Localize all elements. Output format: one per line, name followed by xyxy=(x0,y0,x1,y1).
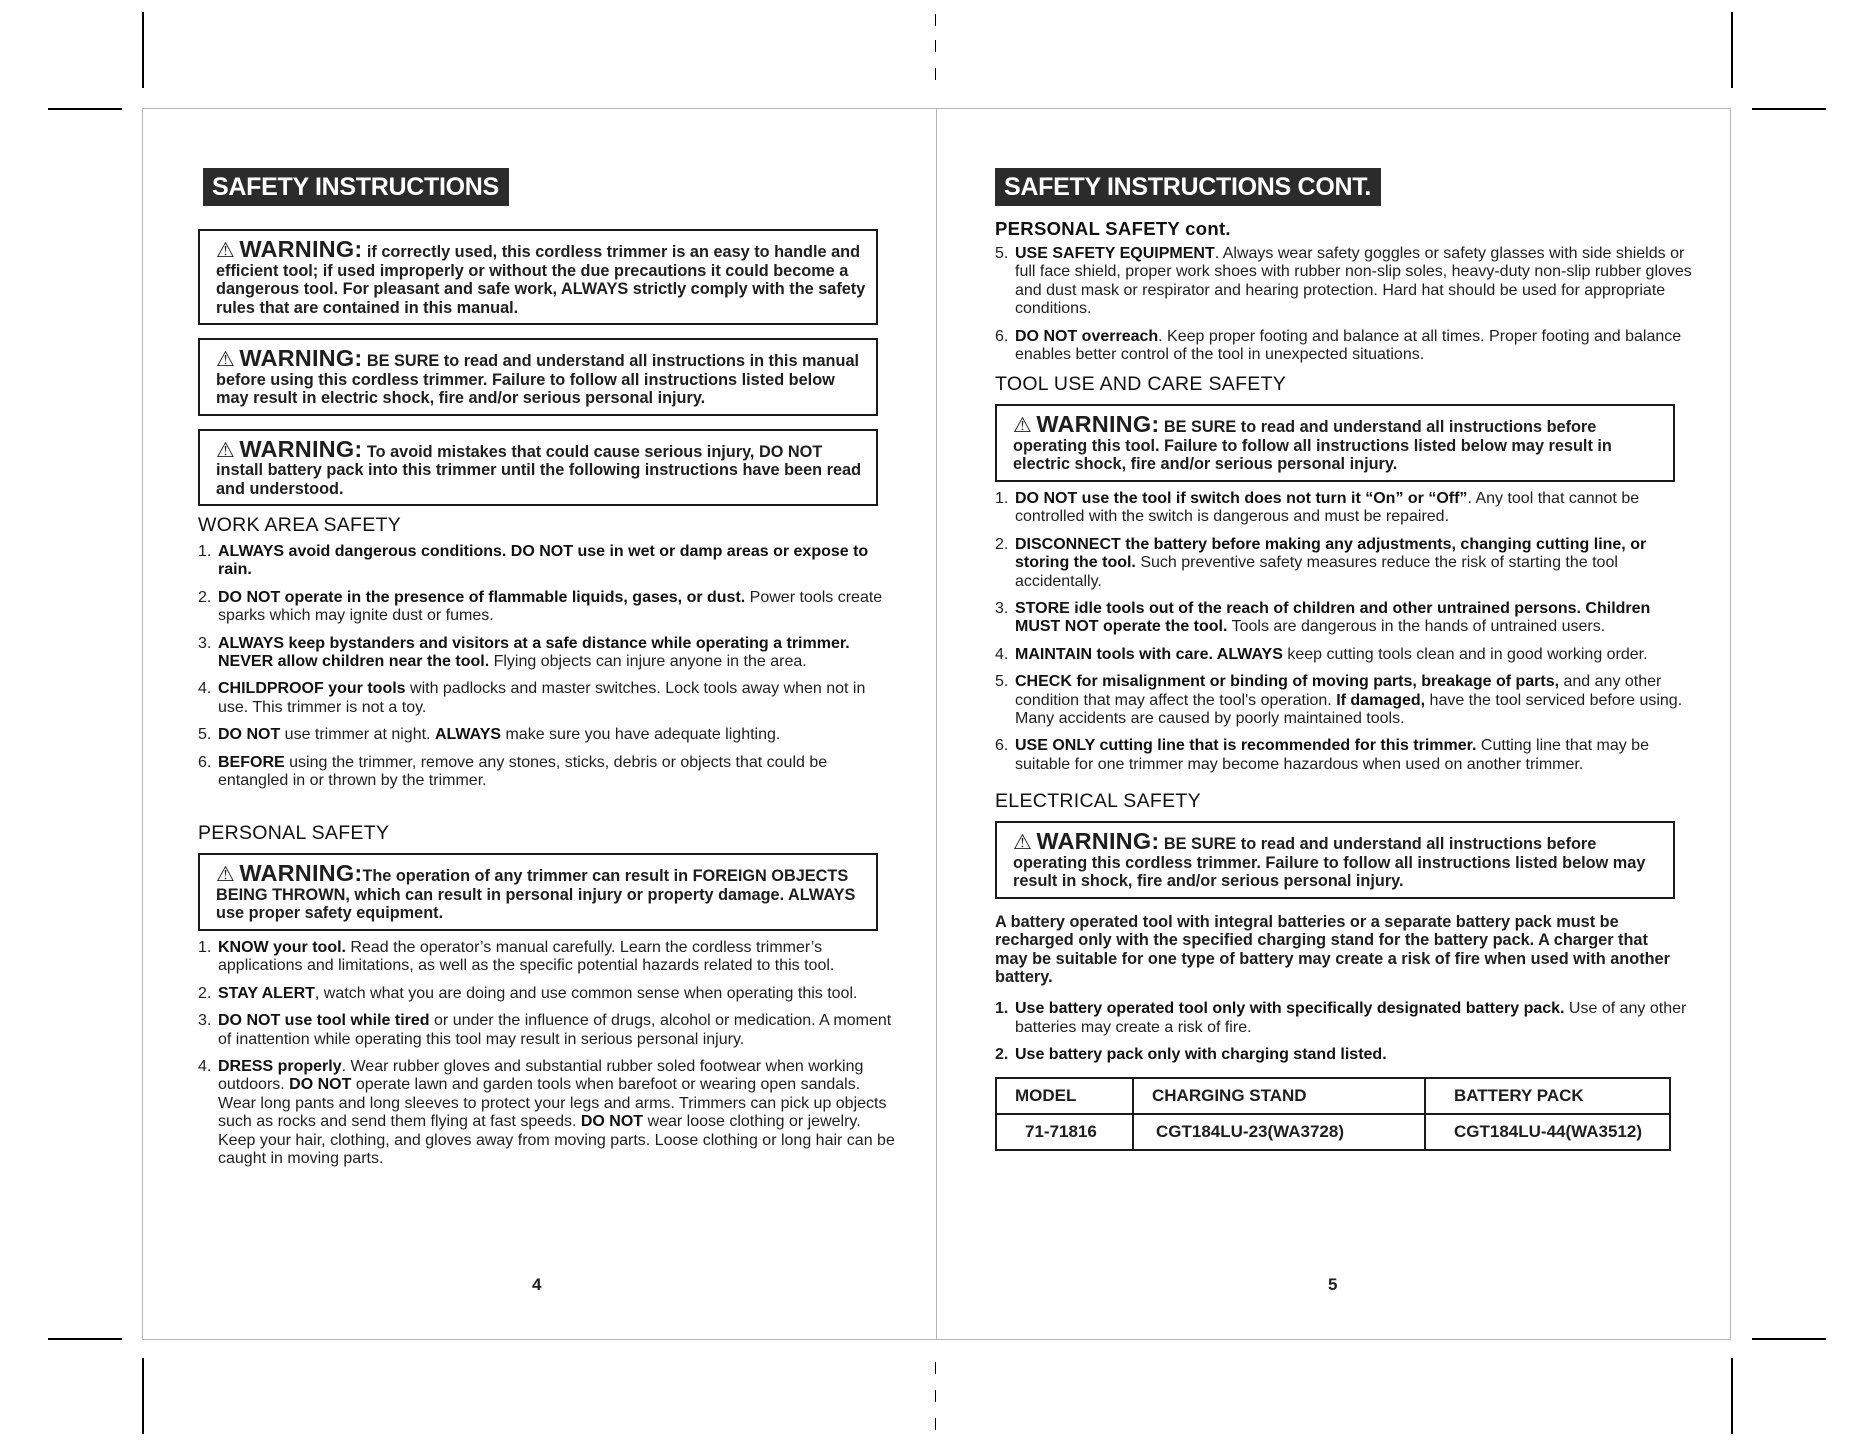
crop-mark xyxy=(1731,12,1733,88)
model-table xyxy=(995,1077,1671,1151)
table-header-row xyxy=(996,1078,1670,1114)
list-item: 1. DO NOT use the tool if switch does not turn it “On” or “Off”. Any tool that cannot be controlled with the switch is dangerous and must be repaired. xyxy=(995,489,1640,526)
list-item: 3. STORE idle tools out of the reach of children and other untrained persons. Children MUST NOT operate the tool. Tools are dangerous in the hands of untrained users. xyxy=(995,599,1651,636)
tool-use-list xyxy=(995,490,1695,774)
warning-triangle-icon: ⚠ xyxy=(216,348,235,371)
warning-label: WARNING: xyxy=(239,860,363,887)
fold-mark xyxy=(935,1418,936,1430)
right-page xyxy=(995,168,1695,1151)
warning-triangle-icon: ⚠ xyxy=(1013,414,1032,438)
crop-mark xyxy=(1731,1358,1733,1434)
section-heading: ELECTRICAL SAFETY xyxy=(995,790,1201,813)
fold-mark xyxy=(935,40,936,52)
warning-triangle-icon: ⚠ xyxy=(216,863,235,887)
warning-triangle-icon: ⚠ xyxy=(216,438,235,462)
fold-mark xyxy=(935,1390,936,1402)
warning-label: WARNING: xyxy=(239,435,363,462)
section-banner: SAFETY INSTRUCTIONS CONT. xyxy=(995,168,1381,206)
warning-box xyxy=(198,229,878,325)
warning-text: BE SURE to read and understand all instructions in this manual before using this cordless trimmer. Failure to follow all instructions listed below may result in electric shock, fire and/or serious personal injury. xyxy=(216,352,860,407)
list-item: 1. Use battery operated tool only with specifically designated battery pack. Use of any other batteries may create a risk of fire. xyxy=(995,1000,1687,1036)
crop-mark xyxy=(142,12,144,88)
list-item: 1. ALWAYS avoid dangerous conditions. DO NOT use in wet or damp areas or expose to rain. xyxy=(198,543,869,579)
list-item: 6. USE ONLY cutting line that is recommended for this trimmer. Cutting line that may be suitable for one trimmer may become hazardous when used on another trimmer. xyxy=(995,737,1649,773)
warning-text: BE SURE to read and understand all instructions before operating this tool. Failure to follow all instructions listed below may result in electric shock, fire and/or serious personal injury. xyxy=(1013,418,1612,474)
warning-label: WARNING: xyxy=(239,236,363,262)
crop-mark xyxy=(1752,1338,1826,1340)
warning-box xyxy=(995,404,1675,482)
table-header-cell: MODEL xyxy=(996,1078,1133,1114)
fold-mark xyxy=(935,1362,936,1374)
warning-text: The operation of any trimmer can result in FOREIGN OBJECTS BEING THROWN, which can result in personal injury or property damage. ALWAYS use proper safety equipment. xyxy=(216,867,856,923)
warning-triangle-icon: ⚠ xyxy=(216,239,235,262)
electrical-list xyxy=(995,1000,1695,1064)
warning-box xyxy=(198,853,878,931)
table-cell: CGT184LU-23(WA3728) xyxy=(1133,1114,1425,1150)
crop-mark xyxy=(1752,108,1826,110)
list-item: 6. BEFORE using the trimmer, remove any stones, sticks, debris or objects that could be entangled in or thrown by the trimmer. xyxy=(198,753,828,790)
list-item: 2. DO NOT operate in the presence of flammable liquids, gases, or dust. Power tools create sparks which may ignite dust or fumes. xyxy=(198,588,883,625)
warning-label: WARNING: xyxy=(1036,828,1160,855)
list-item: 3. DO NOT use tool while tired or under the influence of drugs, alcohol or medication. A moment of inattention while operating this tool may result in serious personal injury. xyxy=(198,1012,892,1048)
crop-mark xyxy=(48,108,122,110)
section-heading: PERSONAL SAFETY cont. xyxy=(995,218,1231,239)
personal-safety-cont-list xyxy=(995,245,1695,364)
warning-box xyxy=(198,429,878,507)
list-item: 2. DISCONNECT the battery before making any adjustments, changing cutting line, or storing the tool. Such preventive safety measures reduce the risk of starting the tool accidentally. xyxy=(995,535,1647,590)
crop-mark xyxy=(142,1358,144,1434)
personal-safety-list xyxy=(198,939,898,1168)
list-item: 3. ALWAYS keep bystanders and visitors at a safe distance while operating a trimmer. NEVER allow children near the tool. Flying objects can injure anyone in the area. xyxy=(198,634,850,671)
list-item: 1. KNOW your tool. Read the operator’s manual carefully. Learn the cordless trimmer’s applications and limitations, as well as the specific potential hazards related to this tool. xyxy=(198,938,835,975)
warning-box xyxy=(995,821,1675,899)
table-row xyxy=(996,1114,1670,1150)
page-number: 4 xyxy=(532,1275,542,1294)
list-item: 4. MAINTAIN tools with care. ALWAYS keep cutting tools clean and in good working order. xyxy=(995,645,1648,663)
list-item: 4. CHILDPROOF your tools with padlocks and master switches. Lock tools away when not in use. This trimmer is not a toy. xyxy=(198,680,866,716)
page-number: 5 xyxy=(1328,1275,1338,1294)
section-heading: PERSONAL SAFETY xyxy=(198,822,390,845)
section-heading: WORK AREA SAFETY xyxy=(198,514,402,536)
warning-text: To avoid mistakes that could cause serious injury, DO NOT install battery pack into this trimmer until the following instructions have been read and understood. xyxy=(216,442,862,498)
list-item: 5. USE SAFETY EQUIPMENT. Always wear safety goggles or safety glasses with side shields or full face shield, proper work shoes with rubber non-slip soles, heavy-duty non-slip rubber gloves and dust mask or respirator and hearing protection. Hard hat should be used for appropriate conditions. xyxy=(995,245,1692,318)
warning-text: BE SURE to read and understand all instructions before operating this cordless trimmer. Failure to follow all instructions listed below may result in shock, fire and/or serious personal injury. xyxy=(1013,835,1646,891)
crop-mark xyxy=(48,1338,122,1340)
table-header-cell: CHARGING STAND xyxy=(1133,1078,1425,1114)
work-area-list xyxy=(198,543,898,790)
warning-text: if correctly used, this cordless trimmer is an easy to handle and efficient tool; if used improperly or without the due precautions it could become a dangerous tool. For pleasant and safe work, ALWAYS strictly comply with the safety rules that are contained in this manual. xyxy=(216,243,866,317)
list-item: 6. DO NOT overreach. Keep proper footing and balance at all times. Proper footing and balance enables better control of the tool in unexpected situations. xyxy=(995,327,1682,364)
battery-paragraph: A battery operated tool with integral batteries or a separate battery pack must be recharged only with the specified charging stand for the battery pack. A charger that may be suitable for one type of battery may create a risk of fire when used with another battery. xyxy=(995,912,1670,986)
left-page xyxy=(198,168,898,1177)
page-spine xyxy=(936,108,937,1340)
fold-mark xyxy=(935,68,936,80)
fold-mark xyxy=(935,14,936,26)
section-heading: TOOL USE AND CARE SAFETY xyxy=(995,373,1287,396)
table-cell: CGT184LU-44(WA3512) xyxy=(1425,1114,1670,1150)
warning-label: WARNING: xyxy=(1036,411,1160,438)
warning-triangle-icon: ⚠ xyxy=(1013,831,1032,855)
section-banner: SAFETY INSTRUCTIONS xyxy=(203,168,509,206)
warning-box xyxy=(198,338,878,416)
table-header-cell: BATTERY PACK xyxy=(1425,1078,1670,1114)
table-cell: 71-71816 xyxy=(996,1114,1133,1150)
list-item: 4. DRESS properly. Wear rubber gloves and substantial rubber soled footwear when working outdoors. DO NOT operate lawn and garden tools when barefoot or wearing open sandals. Wear long pants and long sleeves to protect your legs and arms. Trimmers can pick up objects such as rocks and send them flying at fast speeds. DO NOT wear loose clothing or jewelry. Keep your hair, clothing, and gloves away from moving parts. Loose clothing or long hair can be caught in moving parts. xyxy=(198,1058,895,1168)
list-item: 2. Use battery pack only with charging stand listed. xyxy=(995,1046,1387,1064)
list-item: 5. DO NOT use trimmer at night. ALWAYS make sure you have adequate lighting. xyxy=(198,726,781,744)
warning-label: WARNING: xyxy=(239,345,363,371)
list-item: 2. STAY ALERT, watch what you are doing and use common sense when operating this tool. xyxy=(198,984,858,1002)
list-item: 5. CHECK for misalignment or binding of moving parts, breakage of parts, and any other condition that may affect the tool's operation. If damaged, have the tool serviced before using. Many accidents are caused by poorly maintained tools. xyxy=(995,673,1683,727)
